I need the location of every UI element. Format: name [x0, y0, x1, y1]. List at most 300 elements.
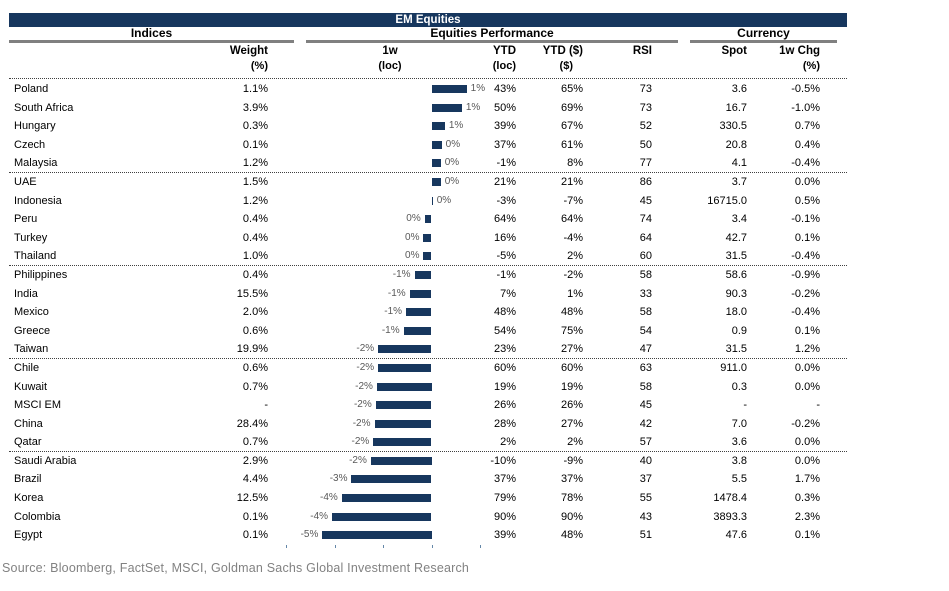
1w-bar [342, 494, 432, 502]
row-end-spacer [822, 303, 847, 322]
row-country: Poland [14, 83, 49, 95]
row-ytd-loc: -1% [496, 157, 516, 170]
row-spot: 16.7 [725, 101, 747, 114]
row-ytd-usd: -7% [563, 194, 583, 207]
row-end-spacer [822, 470, 847, 489]
row-weight: 1.2% [242, 157, 268, 170]
row-ytd-usd: 75% [560, 324, 583, 337]
row-weight: 12.5% [236, 492, 268, 505]
row-rsi: 58 [639, 306, 652, 319]
axis-tick [335, 545, 336, 548]
row-weight: 0.7% [242, 380, 268, 393]
row-1w-bar-cell [270, 508, 490, 527]
row-ytd-loc: 37% [493, 473, 516, 486]
row-ytd-loc: -3% [496, 194, 516, 207]
header-separator [9, 78, 847, 79]
row-ytd-loc: 79% [493, 492, 516, 505]
row-1w-chg: 0.0% [794, 380, 820, 393]
row-ytd-usd: 19% [560, 380, 583, 393]
row-ytd-loc: 23% [493, 343, 516, 356]
row-country: Saudi Arabia [14, 454, 77, 467]
row-1w-bar-cell [270, 173, 490, 192]
row-1w-chg: 0.0% [794, 175, 820, 188]
group-header-indices: Indices [9, 27, 294, 43]
row-end-spacer [822, 489, 847, 508]
row-ytd-loc: 48% [493, 306, 516, 319]
row-country: Mexico [14, 306, 49, 319]
1w-bar [415, 271, 432, 279]
row-end-spacer [822, 322, 847, 341]
group-header-row [9, 27, 847, 44]
row-rsi: 63 [639, 361, 652, 374]
row-ytd-loc: 16% [493, 231, 516, 244]
row-country: Thailand [14, 250, 57, 263]
1w-bar-label: -2% [356, 361, 375, 373]
row-end-spacer [822, 99, 847, 118]
row-weight: 1.1% [242, 83, 268, 95]
1w-bar-label: -1% [387, 287, 406, 299]
row-rsi: 58 [639, 380, 652, 393]
row-ytd-loc: 19% [493, 380, 516, 393]
1w-bar [423, 234, 431, 242]
table-row [9, 229, 847, 248]
1w-bar [432, 104, 462, 112]
row-country: Czech [14, 138, 46, 151]
column-header-ytd-loc: YTD [493, 45, 516, 57]
row-end-spacer [822, 173, 847, 192]
row-ytd-loc: 43% [493, 83, 516, 95]
1w-bar [322, 531, 431, 539]
table-row [9, 322, 847, 341]
1w-bar [432, 141, 442, 149]
row-rsi: 50 [639, 138, 652, 151]
row-rsi: 58 [639, 268, 652, 281]
row-spot: 42.7 [725, 231, 747, 244]
row-ytd-loc: 39% [493, 120, 516, 133]
axis-tick [432, 545, 433, 548]
row-1w-bar-cell [270, 489, 490, 508]
row-country: Peru [14, 213, 38, 226]
table-row [9, 117, 847, 136]
row-spot: 20.8 [725, 138, 747, 151]
row-spot: 3.6 [731, 83, 747, 95]
row-1w-bar-cell [270, 136, 490, 155]
row-1w-bar-cell [270, 433, 490, 451]
row-1w-bar-cell [270, 266, 490, 285]
table-row [9, 247, 847, 266]
row-1w-chg: -0.2% [791, 417, 820, 430]
row-rsi: 73 [639, 101, 652, 114]
row-ytd-loc: -5% [496, 250, 516, 263]
row-ytd-loc: -10% [490, 454, 516, 467]
row-ytd-loc: 37% [493, 138, 516, 151]
row-weight: 0.6% [242, 361, 268, 374]
1w-bar-label: -4% [310, 510, 329, 522]
row-1w-bar-cell [270, 322, 490, 341]
table-row [9, 452, 847, 471]
1w-bar-label: -2% [352, 417, 371, 429]
row-ytd-usd: 27% [560, 343, 583, 356]
row-country: Malaysia [14, 157, 58, 170]
row-1w-bar-cell [270, 359, 490, 378]
row-rsi: 60 [639, 250, 652, 263]
row-1w-chg: -0.5% [791, 83, 820, 95]
row-country: Greece [14, 324, 51, 337]
row-1w-chg: 0.0% [794, 454, 820, 467]
table-row [9, 359, 847, 378]
row-spot: 7.0 [731, 417, 747, 430]
row-1w-bar-cell [270, 229, 490, 248]
table-title-bar [9, 13, 847, 27]
row-1w-chg: -0.4% [791, 157, 820, 170]
unit-1w-chg: (%) [802, 60, 820, 72]
1w-bar [404, 327, 432, 335]
table-row [9, 136, 847, 155]
row-ytd-usd: 64% [560, 213, 583, 226]
table-row [9, 99, 847, 118]
row-ytd-loc: 7% [500, 287, 516, 300]
unit-ytd-loc: (loc) [492, 60, 516, 72]
column-header-spot: Spot [721, 45, 747, 57]
table-row [9, 396, 847, 415]
1w-bar [432, 159, 441, 167]
row-1w-bar-cell [270, 117, 490, 136]
1w-bar-label: -1% [392, 268, 411, 280]
row-end-spacer [822, 136, 847, 155]
axis-tick [480, 545, 481, 548]
row-country: Turkey [14, 231, 48, 244]
row-country: Indonesia [14, 194, 62, 207]
row-rsi: 55 [639, 492, 652, 505]
row-rsi: 77 [639, 157, 652, 170]
row-end-spacer [822, 359, 847, 378]
1w-bar [351, 475, 431, 483]
1w-bar-label: 0% [405, 231, 420, 243]
row-country: Hungary [14, 120, 56, 133]
1w-bar [432, 178, 441, 186]
column-header-indices-spacer [9, 44, 214, 59]
row-rsi: 51 [639, 529, 652, 542]
1w-bar-label: -1% [384, 306, 403, 318]
row-weight: 19.9% [236, 343, 268, 356]
row-ytd-usd: 1% [567, 287, 583, 300]
table-row [9, 80, 847, 99]
row-ytd-loc: 60% [493, 361, 516, 374]
row-1w-bar-cell [270, 192, 490, 211]
row-1w-bar-cell [270, 378, 490, 397]
unit-rsi [585, 59, 654, 75]
row-1w-chg: - [816, 399, 820, 412]
row-1w-chg: -0.2% [791, 287, 820, 300]
row-end-spacer [822, 396, 847, 415]
row-spot: 1478.4 [713, 492, 747, 505]
1w-bar [406, 308, 431, 316]
row-spot: 58.6 [725, 268, 747, 281]
table-row [9, 340, 847, 359]
row-country: Chile [14, 361, 40, 374]
row-1w-bar-cell [270, 470, 490, 489]
1w-bar-label: -5% [300, 529, 319, 541]
table-body [9, 80, 847, 545]
table-row [9, 508, 847, 527]
row-end-spacer [822, 80, 847, 99]
row-rsi: 86 [639, 175, 652, 188]
1w-bar [432, 122, 445, 130]
row-1w-bar-cell [270, 303, 490, 322]
table-row [9, 285, 847, 304]
row-spot: 0.3 [731, 380, 747, 393]
row-ytd-loc: 50% [493, 101, 516, 114]
row-end-spacer [822, 266, 847, 285]
bar-chart-axis-row [9, 545, 847, 553]
unit-end-spacer [822, 59, 847, 75]
row-1w-chg: 0.0% [794, 436, 820, 449]
1w-bar [375, 420, 432, 428]
row-spot: 90.3 [725, 287, 747, 300]
row-end-spacer [822, 247, 847, 265]
1w-bar-label: 0% [405, 250, 420, 262]
row-ytd-loc: 2% [500, 436, 516, 449]
row-rsi: 40 [639, 454, 652, 467]
row-ytd-usd: 48% [560, 529, 583, 542]
row-ytd-usd: 2% [567, 250, 583, 263]
row-rsi: 33 [639, 287, 652, 300]
row-1w-chg: 0.4% [794, 138, 820, 151]
1w-bar-label: 0% [406, 213, 421, 225]
row-spot: 3.6 [731, 436, 747, 449]
unit-weight: (%) [250, 60, 268, 72]
1w-bar-label: 0% [445, 138, 461, 150]
row-1w-chg: 0.7% [794, 120, 820, 133]
row-country: South Africa [14, 101, 74, 114]
1w-bar-label: -2% [351, 436, 370, 448]
1w-bar [376, 401, 432, 409]
row-weight: 28.4% [236, 417, 268, 430]
units-row [9, 59, 847, 75]
column-header-weight: Weight [229, 45, 268, 57]
row-weight: - [264, 399, 268, 412]
row-country: Colombia [14, 510, 61, 523]
row-weight: 1.2% [242, 194, 268, 207]
row-rsi: 64 [639, 231, 652, 244]
table-title: EM Equities [395, 14, 461, 26]
row-spot: 31.5 [725, 250, 747, 263]
row-ytd-loc: 28% [493, 417, 516, 430]
row-weight: 0.1% [242, 510, 268, 523]
1w-bar [377, 383, 432, 391]
row-ytd-usd: 27% [560, 417, 583, 430]
1w-bar [371, 457, 432, 465]
row-ytd-usd: 26% [560, 399, 583, 412]
row-end-spacer [822, 285, 847, 304]
1w-bar-label: -4% [319, 492, 338, 504]
row-rsi: 45 [639, 399, 652, 412]
table-row [9, 192, 847, 211]
row-weight: 0.7% [242, 436, 268, 449]
row-1w-bar-cell [270, 99, 490, 118]
row-spot: 3893.3 [713, 510, 747, 523]
column-header-rsi: RSI [632, 45, 652, 57]
row-ytd-usd: 67% [560, 120, 583, 133]
1w-bar [432, 85, 467, 93]
row-spot: - [743, 399, 747, 412]
row-spot: 31.5 [725, 343, 747, 356]
row-weight: 0.4% [242, 213, 268, 226]
unit-1w: (loc) [378, 60, 402, 72]
row-1w-chg: 0.1% [794, 231, 820, 244]
row-ytd-loc: 64% [493, 213, 516, 226]
column-header-row [9, 44, 847, 59]
1w-bar-label: -1% [381, 324, 400, 336]
row-ytd-usd: 61% [560, 138, 583, 151]
row-weight: 2.9% [242, 454, 268, 467]
row-1w-chg: 1.7% [794, 473, 820, 486]
row-weight: 4.4% [242, 473, 268, 486]
table-row [9, 470, 847, 489]
axis-tick [383, 545, 384, 548]
row-ytd-loc: 54% [493, 324, 516, 337]
row-1w-chg: 0.5% [794, 194, 820, 207]
row-spot: 3.7 [731, 175, 747, 188]
row-end-spacer [822, 210, 847, 229]
column-header-1w: 1w [382, 45, 398, 57]
table-row [9, 303, 847, 322]
row-spot: 5.5 [731, 473, 747, 486]
row-weight: 1.5% [242, 175, 268, 188]
row-ytd-usd: 37% [560, 473, 583, 486]
row-1w-bar-cell [270, 80, 490, 99]
row-1w-chg: 0.3% [794, 492, 820, 505]
row-weight: 0.6% [242, 324, 268, 337]
table-row [9, 415, 847, 434]
row-1w-bar-cell [270, 340, 490, 358]
row-spot: 16715.0 [707, 194, 747, 207]
1w-bar-label: 1% [470, 83, 486, 94]
row-spot: 4.1 [731, 157, 747, 170]
unit-spot [654, 59, 749, 75]
row-ytd-usd: 21% [560, 175, 583, 188]
row-country: Brazil [14, 473, 42, 486]
row-country: Kuwait [14, 380, 48, 393]
1w-bar [423, 252, 431, 260]
row-weight: 0.1% [242, 529, 268, 542]
row-1w-bar-cell [270, 452, 490, 471]
row-ytd-usd: -2% [563, 268, 583, 281]
row-end-spacer [822, 433, 847, 451]
column-header-ytd-usd: YTD ($) [542, 45, 583, 57]
column-header-end-spacer [822, 44, 847, 59]
row-1w-chg: 0.0% [794, 361, 820, 374]
row-rsi: 47 [639, 343, 652, 356]
row-spot: 47.6 [725, 529, 747, 542]
row-country: Qatar [14, 436, 42, 449]
row-1w-chg: 1.2% [794, 343, 820, 356]
1w-bar-label: -2% [355, 380, 373, 392]
row-1w-chg: -0.4% [791, 250, 820, 263]
column-header-1w-chg: 1w Chg [779, 45, 820, 57]
row-country: India [14, 287, 38, 300]
row-country: UAE [14, 175, 37, 188]
1w-bar-label: 0% [436, 194, 452, 206]
row-ytd-usd: 2% [567, 436, 583, 449]
row-1w-bar-cell [270, 247, 490, 265]
row-1w-bar-cell [270, 415, 490, 434]
row-spot: 0.9 [731, 324, 747, 337]
table-row [9, 154, 847, 173]
1w-bar-label: -2% [353, 399, 372, 411]
row-ytd-loc: -1% [496, 268, 516, 281]
row-end-spacer [822, 415, 847, 434]
1w-bar-label: 0% [444, 175, 460, 187]
row-ytd-loc: 26% [493, 399, 516, 412]
row-country: MSCI EM [14, 399, 62, 412]
row-rsi: 43 [639, 510, 652, 523]
1w-bar-label: 0% [444, 157, 460, 169]
row-ytd-usd: 69% [560, 101, 583, 114]
row-rsi: 45 [639, 194, 652, 207]
1w-bar-label: 1% [448, 120, 464, 132]
table-row [9, 378, 847, 397]
1w-bar-label: -2% [349, 454, 367, 466]
row-ytd-loc: 39% [493, 529, 516, 542]
row-ytd-usd: 78% [560, 492, 583, 505]
row-rsi: 52 [639, 120, 652, 133]
row-weight: 15.5% [236, 287, 268, 300]
row-1w-chg: 0.1% [794, 529, 820, 542]
row-rsi: 42 [639, 417, 652, 430]
1w-bar-label: -2% [356, 343, 375, 355]
source-note: Source: Bloomberg, FactSet, MSCI, Goldman Sachs Global Investment Research [2, 561, 470, 575]
row-country: Korea [14, 492, 44, 505]
row-rsi: 74 [639, 213, 652, 226]
row-1w-chg: 2.3% [794, 510, 820, 523]
row-ytd-usd: 90% [560, 510, 583, 523]
row-1w-bar-cell [270, 210, 490, 229]
1w-bar-label: 1% [465, 101, 481, 113]
row-spot: 911.0 [720, 361, 747, 374]
row-ytd-usd: 65% [560, 83, 583, 95]
1w-bar [432, 197, 433, 205]
row-weight: 1.0% [242, 250, 268, 263]
row-1w-chg: -0.1% [791, 213, 820, 226]
row-weight: 2.0% [242, 306, 268, 319]
row-weight: 0.1% [242, 138, 268, 151]
row-weight: 0.4% [242, 231, 268, 244]
row-ytd-usd: 60% [560, 361, 583, 374]
row-rsi: 37 [639, 473, 652, 486]
row-1w-chg: -0.4% [791, 306, 820, 319]
row-end-spacer [822, 340, 847, 358]
row-spot: 3.8 [731, 454, 747, 467]
row-rsi: 73 [639, 83, 652, 95]
row-weight: 0.3% [242, 120, 268, 133]
row-country: China [14, 417, 43, 430]
row-1w-bar-cell [270, 526, 490, 545]
row-end-spacer [822, 378, 847, 397]
row-weight: 3.9% [242, 101, 268, 114]
unit-ytd-usd: ($) [559, 60, 573, 72]
row-1w-bar-cell [270, 396, 490, 415]
group-header-currency: Currency [690, 27, 837, 43]
1w-bar [373, 438, 431, 446]
row-1w-bar-cell [270, 154, 490, 172]
1w-bar [425, 215, 432, 223]
row-ytd-loc: 90% [493, 510, 516, 523]
row-country: Philippines [14, 268, 68, 281]
row-end-spacer [822, 526, 847, 545]
row-end-spacer [822, 452, 847, 471]
row-ytd-loc: 21% [493, 175, 516, 188]
